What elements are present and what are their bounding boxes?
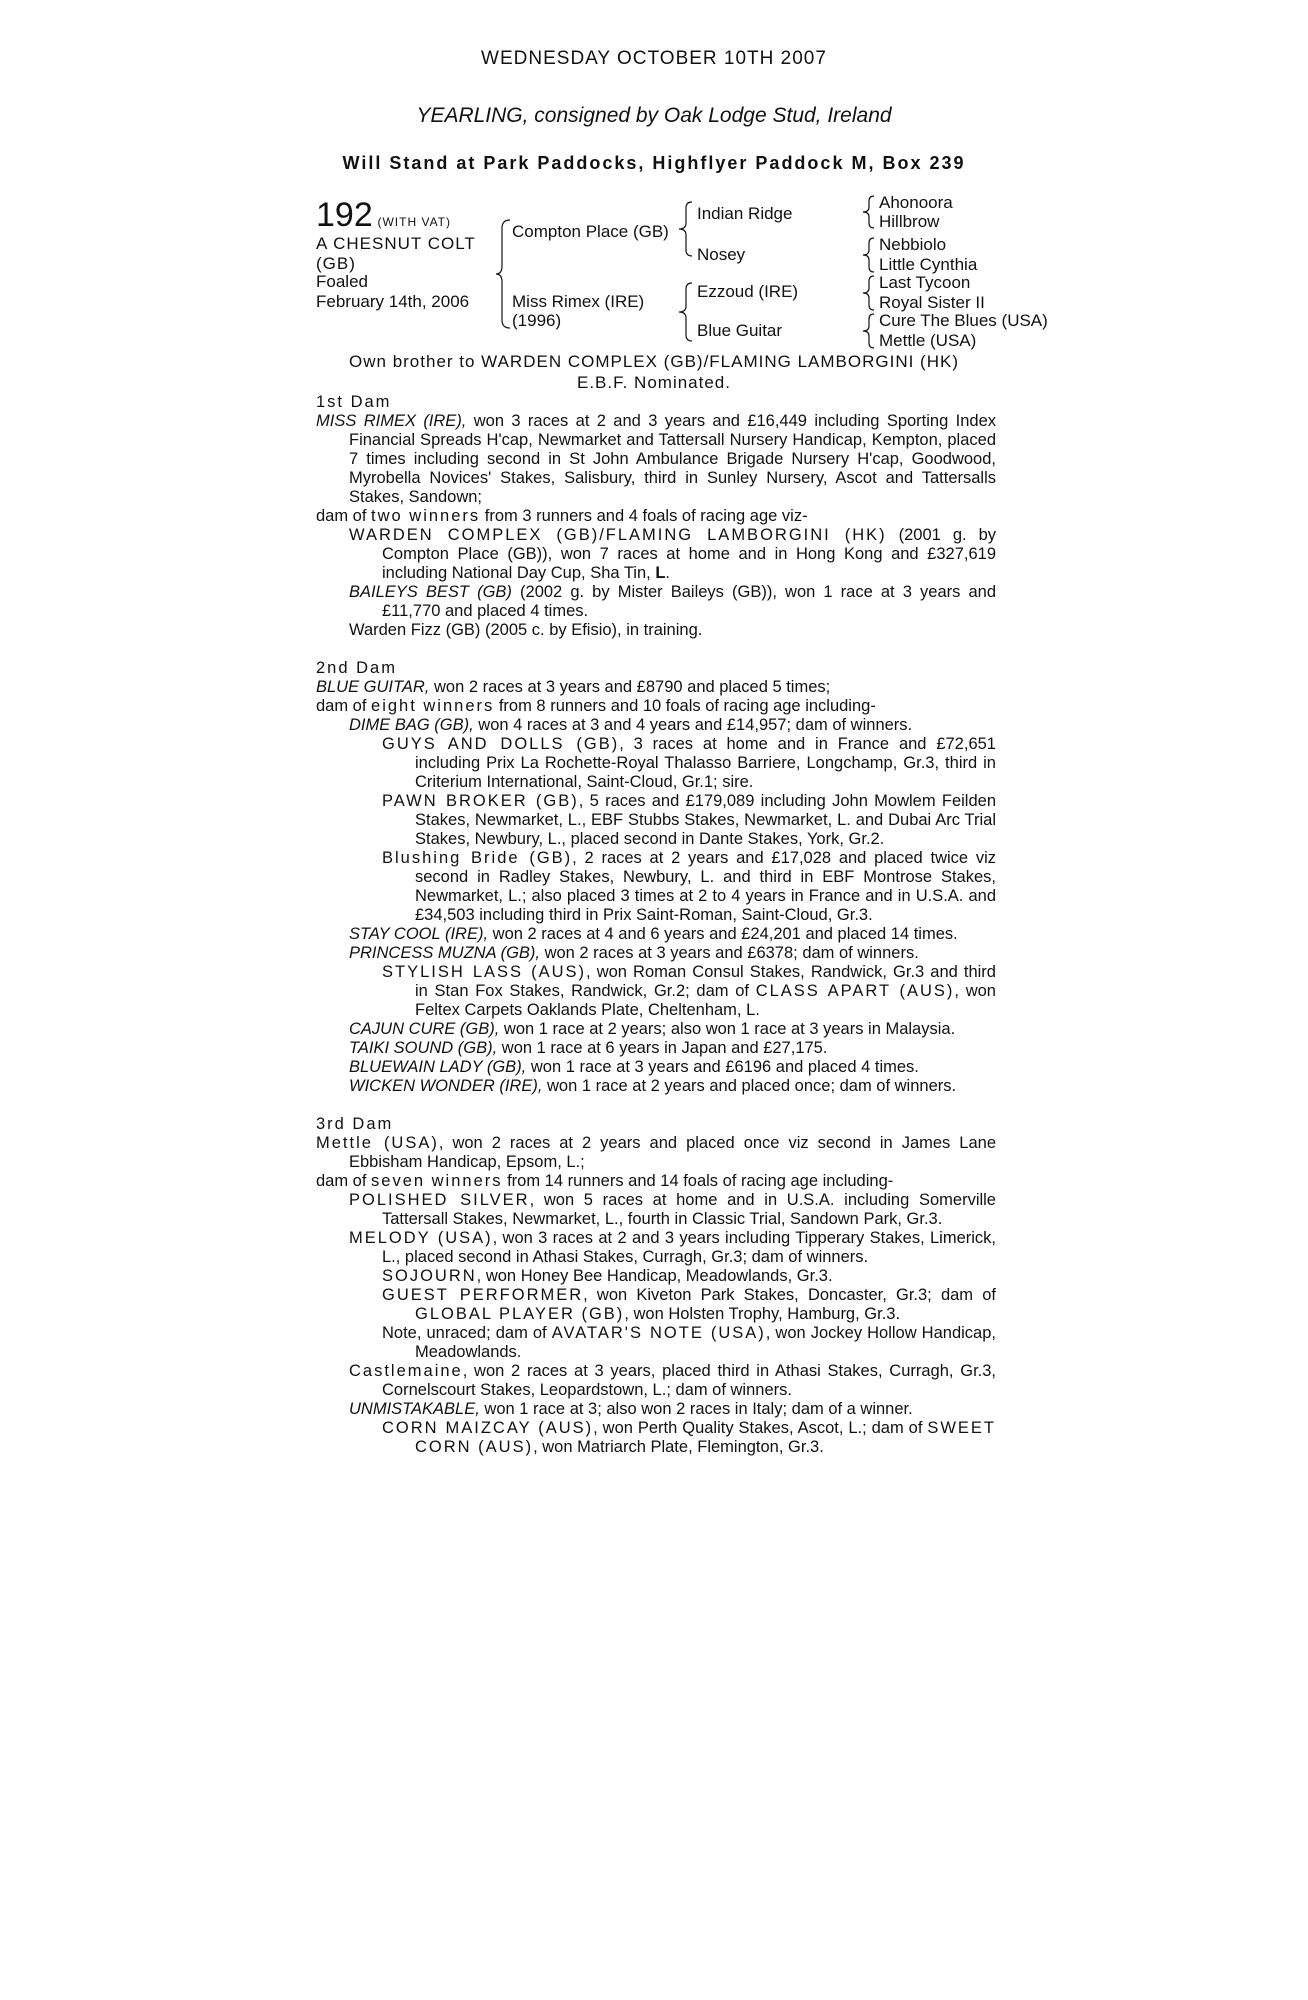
horse-name: DIME BAG (GB), bbox=[349, 716, 474, 734]
horse-record: , won Roman Consul Stakes, Randwick, Gr.3 and third in Stan Fox Stakes, Randwick, Gr.2; dam of bbox=[415, 963, 996, 1000]
summary-prefix: dam of bbox=[316, 507, 372, 525]
horse-name: BLUEWAIN LADY (GB), bbox=[349, 1058, 527, 1076]
pedigree-dam: Miss Rimex (IRE) bbox=[512, 292, 645, 311]
horse-name: PAWN BROKER (GB) bbox=[382, 792, 579, 810]
produce-polished-silver bbox=[316, 1191, 996, 1229]
produce-taiki-sound bbox=[316, 1039, 996, 1058]
produce-dime-bag bbox=[316, 716, 996, 735]
horse-record: won 2 races at 3 years and £6378; dam of winners. bbox=[539, 944, 919, 962]
horse-name: STAY COOL (IRE), bbox=[349, 925, 489, 943]
foaled-date: February 14th, 2006 bbox=[316, 292, 470, 311]
foaled-label: Foaled bbox=[316, 272, 368, 291]
lot-description-country: (GB) bbox=[316, 254, 356, 273]
horse-record: won 1 race at 3 years and £6196 and placed 4 times. bbox=[526, 1058, 919, 1076]
produce-note bbox=[316, 1324, 996, 1362]
second-dam-record bbox=[316, 678, 996, 697]
winners-count: two winners bbox=[371, 507, 481, 525]
ebf-nominated: E.B.F. Nominated. bbox=[576, 373, 731, 392]
horse-name: CORN MAIZCAY (AUS) bbox=[382, 1419, 594, 1437]
lot-number: 192 bbox=[316, 196, 373, 234]
third-dam-heading: 3rd Dam bbox=[316, 1115, 394, 1133]
pedigree-brace-dam bbox=[676, 281, 696, 343]
produce-castlemaine bbox=[316, 1362, 996, 1400]
horse-name: UNMISTAKABLE, bbox=[349, 1400, 480, 1418]
winners-count: seven winners bbox=[371, 1172, 503, 1190]
produce-corn-maizcay bbox=[316, 1419, 996, 1457]
horse-record: won 2 races at 4 and 6 years and £24,201 and placed 14 times. bbox=[488, 925, 958, 943]
produce-pawn-broker bbox=[316, 792, 996, 849]
second-dam-summary bbox=[316, 697, 996, 716]
vat-note: (WITH VAT) bbox=[377, 215, 452, 229]
horse-record: , won Jockey Hollow Handicap, Meadowlands. bbox=[415, 1324, 996, 1361]
horse-record: , won Perth Quality Stakes, Ascot, L.; dam of bbox=[593, 1419, 928, 1437]
pedigree-g1: Ahonoora bbox=[879, 193, 953, 212]
produce-unmistakable bbox=[316, 1400, 996, 1419]
horse-record: , won 2 races at 3 years, placed third in Athasi Stakes, Curragh, Gr.3, Cornelscourt Stakes, Leopardstown, L.; dam of winners. bbox=[382, 1362, 996, 1399]
horse-record: won 1 race at 6 years in Japan and £27,175. bbox=[497, 1039, 828, 1057]
horse-name: GUEST PERFORMER bbox=[382, 1286, 584, 1304]
pedigree-sire-sire: Indian Ridge bbox=[697, 204, 793, 223]
pedigree-g8: Mettle (USA) bbox=[879, 331, 977, 350]
own-brother-note: Own brother to WARDEN COMPLEX (GB)/FLAMING LAMBORGINI (HK) bbox=[349, 352, 959, 371]
horse-name: PRINCESS MUZNA (GB), bbox=[349, 944, 540, 962]
horse-name: WICKEN WONDER (IRE), bbox=[349, 1077, 543, 1095]
horse-record: won 1 race at 3; also won 2 races in Italy; dam of a winner. bbox=[479, 1400, 913, 1418]
summary-suffix: from 3 runners and 4 foals of racing age viz- bbox=[480, 507, 808, 525]
horse-record: , won Honey Bee Handicap, Meadowlands, Gr.3. bbox=[476, 1267, 833, 1285]
produce-wicken-wonder bbox=[316, 1077, 996, 1096]
horse-record: , won 3 races at 2 and 3 years including Tipperary Stakes, Limerick, L., placed second in Athasi Stakes, Curragh, Gr.3; dam of winners. bbox=[382, 1229, 996, 1266]
horse-record: , 5 races and £179,089 including John Mowlem Feilden Stakes, Newmarket, L., EBF Stubbs Stakes, Newmarket, L. and Dubai Arc Trial Stakes, Newbury, L., placed second in Dante Stakes, York, Gr.2. bbox=[415, 792, 996, 848]
produce-record bbox=[316, 393, 996, 1457]
winners-count: eight winners bbox=[371, 697, 495, 715]
first-dam-heading: 1st Dam bbox=[316, 393, 392, 411]
produce-bluewain-lady bbox=[316, 1058, 996, 1077]
horse-name: SWEET CORN (AUS) bbox=[415, 1419, 996, 1456]
horse-record: , won Matriarch Plate, Flemington, Gr.3. bbox=[533, 1438, 824, 1456]
horse-name: MELODY (USA) bbox=[349, 1229, 493, 1247]
stand-location: Will Stand at Park Paddocks, Highflyer Paddock M, Box 239 bbox=[342, 153, 966, 173]
summary-prefix: dam of bbox=[316, 697, 372, 715]
pedigree-brace-g5 bbox=[861, 274, 877, 312]
produce-warden-fizz: Warden Fizz (GB) (2005 c. by Efisio), in training. bbox=[349, 621, 703, 639]
first-dam-summary bbox=[316, 507, 996, 526]
pedigree-sire: Compton Place (GB) bbox=[512, 222, 669, 241]
produce-princess-muzna bbox=[316, 944, 996, 963]
sale-date: WEDNESDAY OCTOBER 10TH 2007 bbox=[481, 48, 827, 69]
horse-record: won 1 race at 2 years and placed once; dam of winners. bbox=[542, 1077, 957, 1095]
horse-record: , won Feltex Carpets Oaklands Plate, Cheltenham, L. bbox=[415, 982, 996, 1019]
summary-prefix: dam of bbox=[316, 1172, 372, 1190]
horse-record: , 3 races at home and in France and £72,651 including Prix La Rochette-Royal Thalasso Barriere, Longchamp, Gr.3, third in Criterium International, Saint-Cloud, Gr.1; sire. bbox=[415, 735, 996, 791]
produce-melody bbox=[316, 1229, 996, 1267]
pedigree-sire-dam: Nosey bbox=[697, 245, 746, 264]
second-dam-text: won 2 races at 3 years and £8790 and placed 5 times; bbox=[429, 678, 831, 696]
pedigree-g5: Last Tycoon bbox=[879, 273, 971, 292]
horse-record: , won Holsten Trophy, Hamburg, Gr.3. bbox=[624, 1305, 901, 1323]
third-dam-text: , won 2 races at 2 years and placed once viz second in James Lane Ebbisham Handicap, Epsom, L.; bbox=[349, 1134, 996, 1171]
pedigree-brace-main bbox=[494, 218, 514, 330]
horse-record: , won 5 races at home and in U.S.A. including Somerville Tattersall Stakes, Newmarket, L., fourth in Classic Trial, Sandown Park, Gr.3. bbox=[382, 1191, 996, 1228]
produce-guest-performer bbox=[316, 1286, 996, 1324]
horse-name: GUYS AND DOLLS (GB) bbox=[382, 735, 620, 753]
horse-name: BAILEYS BEST (GB) bbox=[349, 583, 512, 601]
horse-name: AVATAR'S NOTE (USA) bbox=[551, 1324, 766, 1342]
horse-name: WARDEN COMPLEX (GB)/FLAMING LAMBORGINI (HK) bbox=[349, 526, 887, 544]
produce-cajun-cure bbox=[316, 1020, 996, 1039]
pedigree-brace-g3 bbox=[861, 236, 877, 274]
pedigree-g7: Cure The Blues (USA) bbox=[879, 311, 1048, 330]
horse-name: CLASS APART (AUS) bbox=[755, 982, 955, 1000]
pedigree-g6: Royal Sister II bbox=[879, 293, 985, 312]
horse-name: GLOBAL PLAYER (GB) bbox=[415, 1305, 625, 1323]
third-dam-summary bbox=[316, 1172, 996, 1191]
first-dam-text: won 3 races at 2 and 3 years and £16,449 including Sporting Index Financial Spreads H'cap, Newmarket and Tattersall Nursery Handicap, Kempton, placed 7 times including second in St John Ambulance Brigade Nursery H'cap, Goodwood, Myrobella Novices' Stakes, Salisbury, third in Sunley Nursery, Ascot and Tattersalls Stakes, Sandown; bbox=[349, 412, 996, 506]
horse-name: STYLISH LASS (AUS) bbox=[382, 963, 587, 981]
horse-name: TAIKI SOUND (GB), bbox=[349, 1039, 498, 1057]
third-dam-record bbox=[316, 1134, 996, 1172]
produce-guys-and-dolls bbox=[316, 735, 996, 792]
horse-record: won 4 races at 3 and 4 years and £14,957; dam of winners. bbox=[473, 716, 913, 734]
produce-stay-cool bbox=[316, 925, 996, 944]
horse-name: Blushing Bride (GB) bbox=[382, 849, 573, 867]
produce-stylish-lass bbox=[316, 963, 996, 1020]
horse-record: (2001 g. by Compton Place (GB)), won 7 races at home and in Hong Kong and £327,619 including National Day Cup, Sha Tin, bbox=[382, 526, 996, 582]
produce-sojourn bbox=[316, 1267, 996, 1286]
horse-record: won 1 race at 2 years; also won 1 race at 3 years in Malaysia. bbox=[499, 1020, 956, 1038]
race-grade: L bbox=[655, 564, 666, 582]
pedigree-brace-sire bbox=[676, 200, 696, 258]
horse-record: (2002 g. by Mister Baileys (GB)), won 1 race at 3 years and £11,770 and placed 4 times. bbox=[382, 583, 996, 620]
summary-suffix: from 8 runners and 10 foals of racing age including- bbox=[494, 697, 876, 715]
second-dam-heading: 2nd Dam bbox=[316, 659, 397, 677]
summary-suffix: from 14 runners and 14 foals of racing age including- bbox=[502, 1172, 894, 1190]
pedigree-g3: Nebbiolo bbox=[879, 235, 947, 254]
horse-name: SOJOURN bbox=[382, 1267, 477, 1285]
lot-description: A CHESNUT COLT bbox=[316, 234, 476, 253]
produce-warden-complex: WARDEN COMPLEX (GB)/FLAMING LAMBORGINI (HK) (2001 g. by Compton Place (GB)), won 7 races at home and in Hong Kong and £327,619 including National Day Cup, Sha Tin, L. bbox=[349, 526, 996, 582]
third-dam-name: Mettle (USA) bbox=[316, 1134, 439, 1152]
produce-baileys-best bbox=[316, 583, 996, 621]
pedigree-g4: Little Cynthia bbox=[879, 255, 978, 274]
pedigree-dam-year: (1996) bbox=[512, 311, 562, 330]
second-dam-name: BLUE GUITAR, bbox=[316, 678, 430, 696]
first-dam-record bbox=[316, 412, 996, 507]
horse-name: CAJUN CURE (GB), bbox=[349, 1020, 500, 1038]
pedigree-dam-sire: Ezzoud (IRE) bbox=[697, 282, 799, 301]
pedigree-brace-g1 bbox=[861, 194, 877, 230]
horse-record: Note, unraced; dam of bbox=[382, 1324, 552, 1342]
horse-name: POLISHED SILVER bbox=[349, 1191, 530, 1209]
horse-record: , 2 races at 2 years and £17,028 and placed twice viz second in Radley Stakes, Newbury, L. and third in EBF Montrose Stakes, Newmarket, L.; also placed 3 times at 2 to 4 years in France and in U.S.A. and £34,503 including third in Prix Saint-Roman, Saint-Cloud, Gr.3. bbox=[415, 849, 997, 924]
horse-name: Castlemaine bbox=[349, 1362, 463, 1380]
pedigree-brace-g7 bbox=[861, 312, 877, 350]
horse-record: , won Kiveton Park Stakes, Doncaster, Gr.3; dam of bbox=[583, 1286, 997, 1304]
first-dam-name: MISS RIMEX (IRE), bbox=[316, 412, 467, 430]
pedigree-g2: Hillbrow bbox=[879, 212, 940, 231]
consignor-line: YEARLING, consigned by Oak Lodge Stud, Ireland bbox=[416, 104, 892, 127]
pedigree-dam-dam: Blue Guitar bbox=[697, 321, 783, 340]
produce-blushing-bride bbox=[316, 849, 996, 925]
